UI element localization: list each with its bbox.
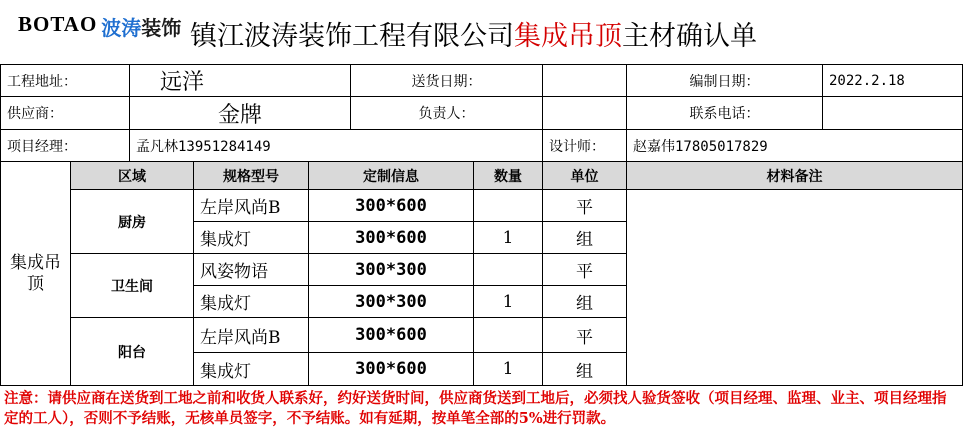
row-custom: 300*300 [308,253,474,286]
supplier-value: 金牌 [129,96,351,130]
pm-label: 项目经理： [0,129,130,162]
zone-kitchen: 厨房 [70,189,194,254]
zone-bathroom: 卫生间 [70,253,194,318]
header-spec: 规格型号 [193,161,309,190]
delivery-date-label: 送货日期： [350,64,543,97]
company-logo [18,12,181,40]
row-qty [473,189,543,222]
row-unit: 组 [542,352,627,386]
title-highlight: 集成吊顶 [514,21,622,52]
site-value: 远洋 [129,64,351,97]
pm-value: 孟凡林13951284149 [129,129,543,162]
row-custom: 300*600 [308,352,474,386]
logo-english: BOTAO [18,12,98,36]
phone-label: 联系电话： [626,96,823,130]
header-unit: 单位 [542,161,627,190]
phone-value [822,96,963,130]
delivery-date-value [542,64,627,97]
row-unit: 平 [542,189,627,222]
compile-date-label: 编制日期： [626,64,823,97]
logo-chinese-blue: 波涛 [101,16,142,40]
category-cell: 集成吊顶 [0,161,71,386]
row-qty [473,253,543,286]
row-custom: 300*300 [308,285,474,318]
row-custom: 300*600 [308,221,474,254]
row-spec: 风姿物语 [193,253,309,286]
row-custom: 300*600 [308,189,474,222]
supplier-label: 供应商： [0,96,130,130]
owner-value [542,96,627,130]
logo-chinese-dark: 装饰 [141,16,182,40]
header-custom-info: 定制信息 [308,161,474,190]
row-unit: 组 [542,285,627,318]
page-title [190,14,757,53]
row-qty [473,317,543,353]
row-unit: 平 [542,253,627,286]
owner-label: 负责人： [350,96,543,130]
designer-value: 赵嘉伟17805017829 [626,129,963,162]
row-spec: 集成灯 [193,352,309,386]
header-quantity: 数量 [473,161,543,190]
header-remark: 材料备注 [626,161,963,190]
title-tail: 主材确认单 [622,21,757,52]
remark-cell [626,189,963,386]
row-spec: 集成灯 [193,285,309,318]
row-spec: 左岸风尚B [193,189,309,222]
row-qty: 1 [473,285,543,318]
designer-label: 设计师： [542,129,627,162]
row-qty: 1 [473,352,543,386]
row-spec: 集成灯 [193,221,309,254]
title-company: 镇江波涛装饰工程有限公司 [190,21,514,52]
compile-date-value: 2022.2.18 [822,64,963,97]
row-unit: 平 [542,317,627,353]
zone-balcony: 阳台 [70,317,194,386]
notice-text: 注意：请供应商在送货到工地之前和收货人联系好，约好送货时间，供应商货送到工地后，必须找人验货签收（项目经理、监理、业主、项目经理指定的工人），否则不予结账，无核单员签字，不予结账。如有延期，按单笔全部的5%进行罚款。 [0,385,963,448]
row-spec: 左岸风尚B [193,317,309,353]
row-custom: 300*600 [308,317,474,353]
site-label: 工程地址： [0,64,130,97]
header-zone: 区域 [70,161,194,190]
row-unit: 组 [542,221,627,254]
row-qty: 1 [473,221,543,254]
